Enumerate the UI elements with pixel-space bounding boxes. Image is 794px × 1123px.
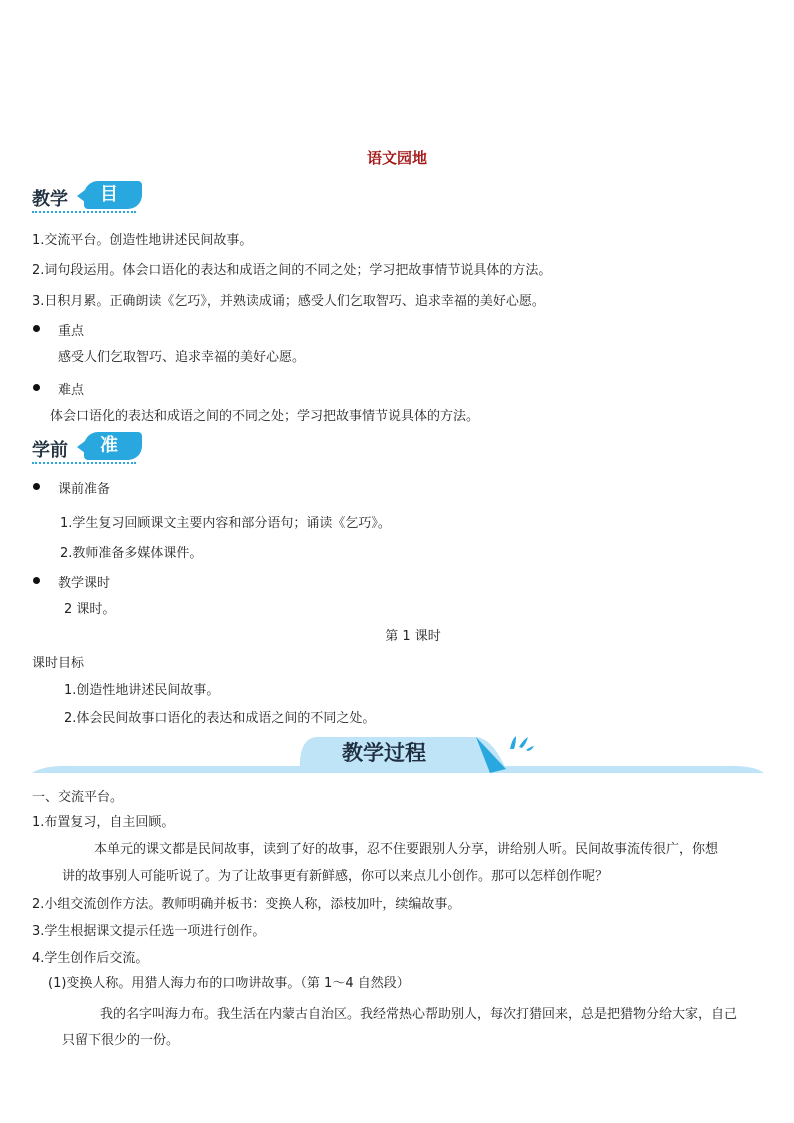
objectives-badge	[32, 181, 142, 233]
step: 2.小组交流创作方法。教师明确并板书：变换人称，添枝加叶，续编故事。	[32, 897, 461, 912]
difficulty-label: 难点	[58, 383, 85, 398]
lesson-goal-label: 课时目标	[32, 656, 85, 671]
badge-dotted-underline	[32, 462, 136, 464]
key-point-text: 感受人们乞取智巧、追求幸福的美好心愿。	[58, 350, 306, 365]
bullet-icon	[33, 325, 40, 332]
difficulty-text: 体会口语化的表达和成语之间的不同之处；学习把故事情节说具体的方法。	[50, 409, 480, 424]
paragraph-line: 讲的故事别人可能听说了。为了让故事更有新鲜感，你可以来点儿小创作。那可以怎样创作呢？	[62, 869, 609, 884]
section-heading: 一、交流平台。	[32, 790, 124, 805]
key-point-label: 重点	[58, 324, 85, 339]
badge-pill: 目标	[84, 181, 142, 209]
objective-item: 2.词句段运用。体会口语化的表达和成语之间的不同之处；学习把故事情节说具体的方法。	[32, 263, 552, 278]
paragraph-line: 只留下很少的一份。	[62, 1033, 180, 1048]
page-title: 语文园地	[366, 149, 427, 167]
badge-pill: 准备	[84, 432, 142, 460]
paragraph-line: 我的名字叫海力布。我生活在内蒙古自治区。我经常热心帮助别人，每次打猎回来，总是把猎物分给大家，自己	[100, 1007, 738, 1022]
prep-item: 1.学生复习回顾课文主要内容和部分语句；诵读《乞巧》。	[60, 516, 391, 531]
splash-icon	[506, 733, 536, 753]
bullet-icon	[33, 483, 40, 490]
badge-dark-text: 学前	[32, 440, 68, 461]
lesson-heading: 第 1 课时	[385, 629, 441, 644]
step: 1.布置复习，自主回顾。	[32, 815, 175, 830]
objective-item: 1.交流平台。创造性地讲述民间故事。	[32, 233, 253, 248]
objective-item: 3.日积月累。正确朗读《乞巧》，并熟读成诵；感受人们乞取智巧、追求幸福的美好心愿。	[32, 294, 545, 309]
lesson-goal: 2.体会民间故事口语化的表达和成语之间的不同之处。	[64, 711, 376, 726]
paragraph-line: 本单元的课文都是民间故事，读到了好的故事，忍不住要跟别人分享，讲给别人听。民间故事流传很广，你想	[94, 842, 719, 857]
lesson-goal: 1.创造性地讲述民间故事。	[64, 683, 220, 698]
step: 4.学生创作后交流。	[32, 951, 149, 966]
prep-item: 2.教师准备多媒体课件。	[60, 546, 203, 561]
bullet-icon	[33, 577, 40, 584]
bullet-icon	[33, 384, 40, 391]
hours-label: 教学课时	[58, 576, 111, 591]
badge-dotted-underline	[32, 211, 136, 213]
prep-label: 课前准备	[58, 482, 111, 497]
badge-dark-text: 教学	[32, 189, 68, 210]
prep-badge	[32, 432, 142, 484]
step: 3.学生根据课文提示任选一项进行创作。	[32, 924, 266, 939]
hours-value: 2 课时。	[64, 602, 116, 617]
process-banner-title: 教学过程	[342, 741, 426, 765]
sub-step: (1)变换人称。用猎人海力布的口吻讲故事。（第 1～4 自然段）	[48, 976, 410, 991]
